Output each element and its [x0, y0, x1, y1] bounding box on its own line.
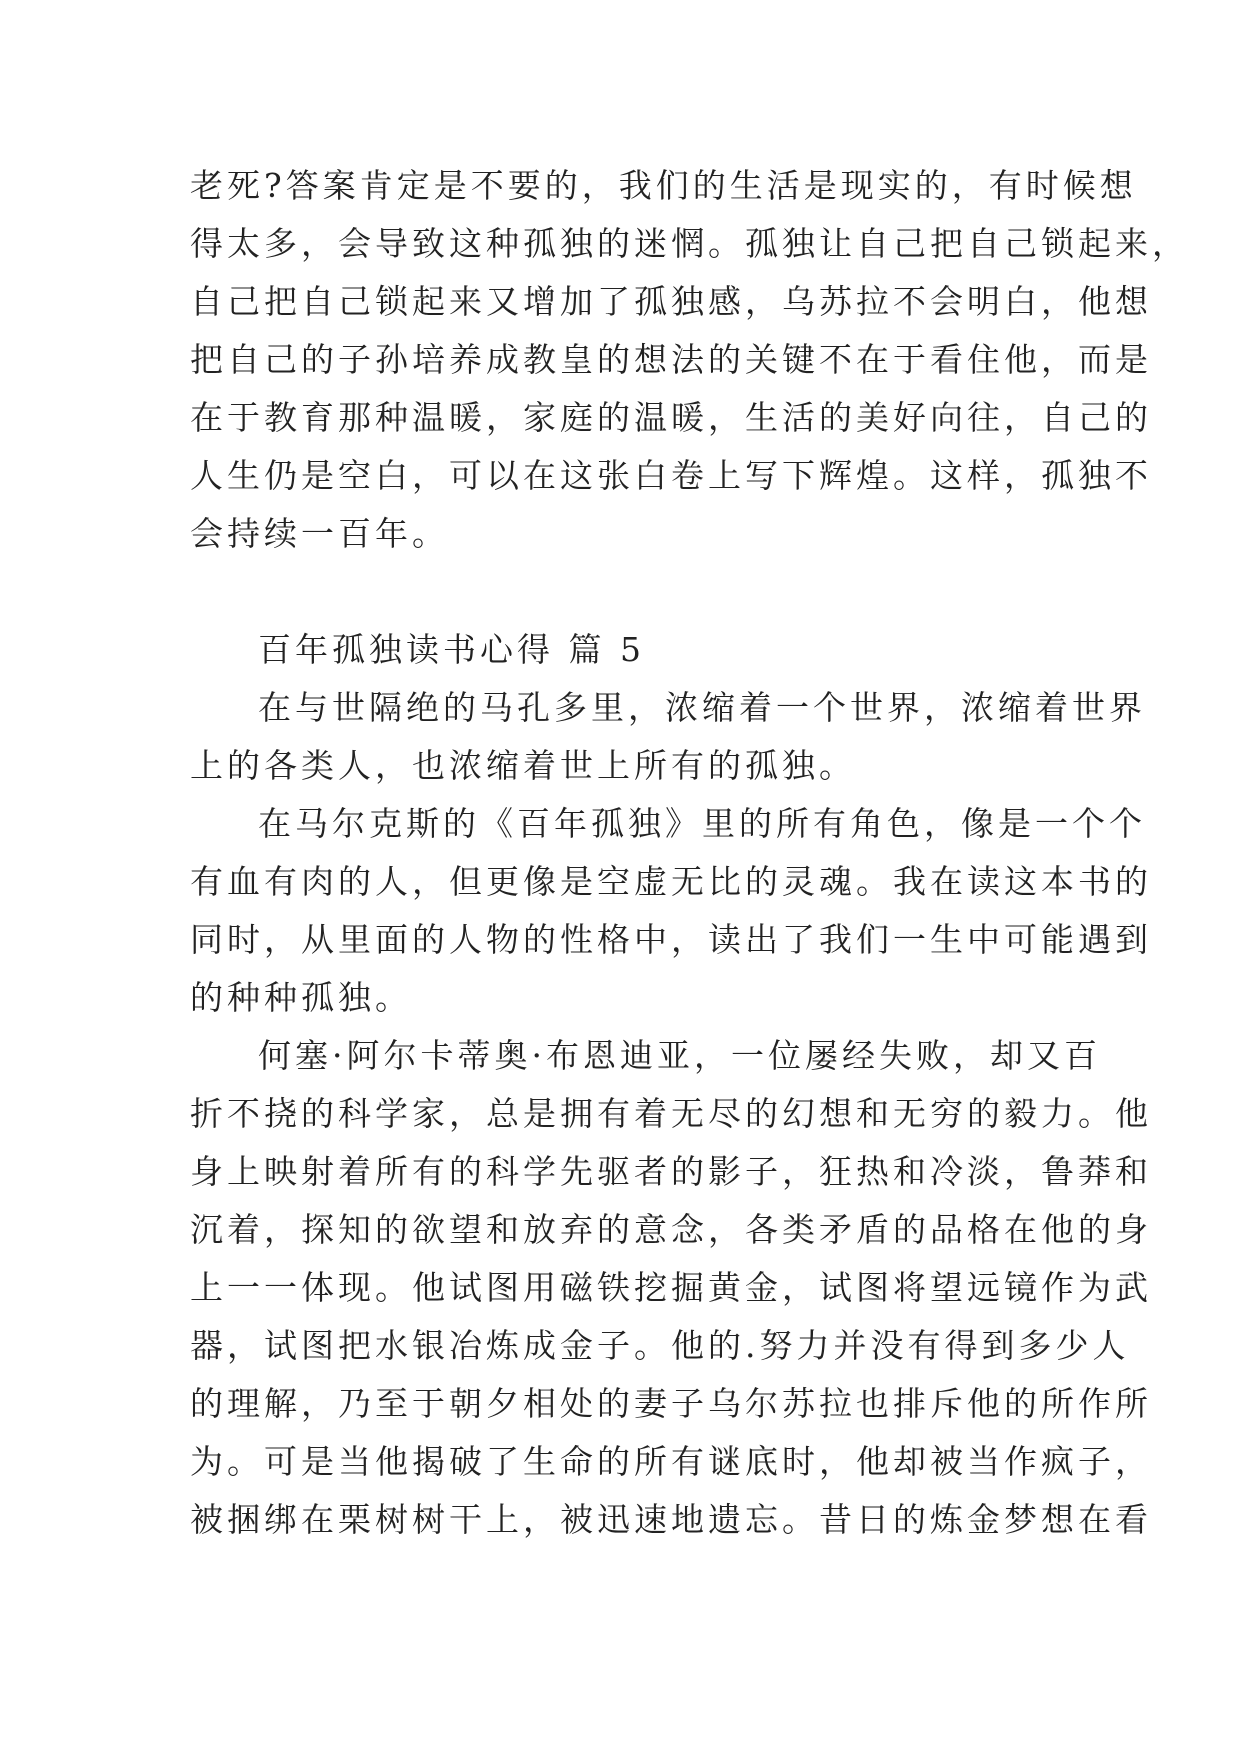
- text-line: 有血有肉的人，但更像是空虚无比的灵魂。我在读这本书的: [190, 862, 1152, 901]
- text-line: 的种种孤独。: [190, 978, 412, 1017]
- text-line: 在马尔克斯的《百年孤独》里的所有角色，像是一个个: [258, 804, 1146, 843]
- section-heading: 百年孤独读书心得 篇 5: [258, 630, 645, 669]
- text-line: 会持续一百年。: [190, 514, 449, 553]
- text-line: 老死?答案肯定是不要的，我们的生活是现实的，有时候想: [190, 166, 1137, 205]
- text-line: 沉着，探知的欲望和放弃的意念，各类矛盾的品格在他的身: [190, 1210, 1152, 1249]
- text-line: 为。可是当他揭破了生命的所有谜底时，他却被当作疯子，: [190, 1442, 1152, 1481]
- text-line: 自己把自己锁起来又增加了孤独感，乌苏拉不会明白，他想: [190, 282, 1152, 321]
- text-line: 把自己的子孙培养成教皇的想法的关键不在于看住他，而是: [190, 340, 1152, 379]
- text-line: 上一一体现。他试图用磁铁挖掘黄金，试图将望远镜作为武: [190, 1268, 1152, 1307]
- text-line: 的理解，乃至于朝夕相处的妻子乌尔苏拉也排斥他的所作所: [190, 1384, 1152, 1423]
- text-line: 同时，从里面的人物的性格中，读出了我们一生中可能遇到: [190, 920, 1152, 959]
- text-line: 身上映射着所有的科学先驱者的影子，狂热和冷淡，鲁莽和: [190, 1152, 1152, 1191]
- text-line: 在与世隔绝的马孔多里，浓缩着一个世界，浓缩着世界: [258, 688, 1146, 727]
- text-line: 器，试图把水银冶炼成金子。他的.努力并没有得到多少人: [190, 1326, 1130, 1365]
- text-line: 折不挠的科学家，总是拥有着无尽的幻想和无穷的毅力。他: [190, 1094, 1152, 1133]
- text-line: 上的各类人，也浓缩着世上所有的孤独。: [190, 746, 856, 785]
- text-line: 得太多，会导致这种孤独的迷惘。孤独让自己把自己锁起来，: [190, 224, 1189, 263]
- text-line: 被捆绑在栗树树干上，被迅速地遗忘。昔日的炼金梦想在看: [190, 1500, 1152, 1539]
- text-line: 人生仍是空白，可以在这张白卷上写下辉煌。这样，孤独不: [190, 456, 1152, 495]
- text-line: 在于教育那种温暖，家庭的温暖，生活的美好向往，自己的: [190, 398, 1152, 437]
- text-line: 何塞·阿尔卡蒂奥·布恩迪亚，一位屡经失败，却又百: [258, 1036, 1101, 1075]
